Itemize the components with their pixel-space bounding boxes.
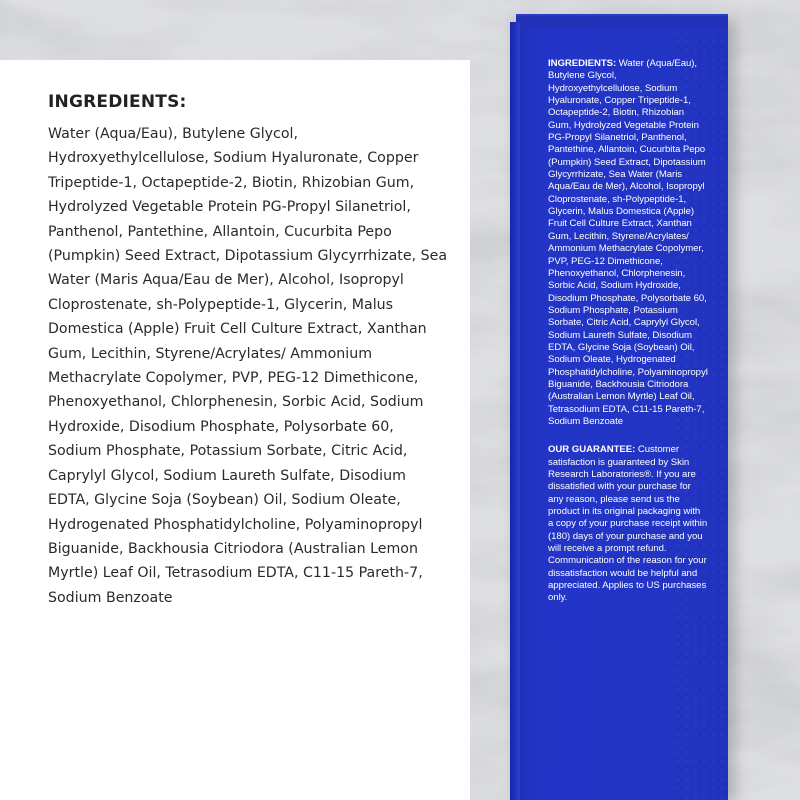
- box-ingredients-label: INGREDIENTS:: [548, 58, 617, 69]
- product-box: [520, 28, 728, 800]
- ingredients-panel: [0, 60, 470, 800]
- box-ingredients-text: Water (Aqua/Eau), Butylene Glycol, Hydroxyethylcellulose, Sodium Hyaluronate, Copper Tripeptide-1, Octapeptide-2, Biotin, Rhizobian Gum, Hydrolyzed Vegetable Protein PG-Propyl Silanetriol, Panthenol, Pantethine, Allantoin, Cucurbita Pepo (Pumpkin) Seed Extract, Dipotassium Glycyrrhizate, Sea Water (Maris Aqua/Eau de Mer), Alcohol, Isopropyl Cloprostenate, sh-Polypeptide-1, Glycerin, Malus Domestica (Apple) Fruit Cell Culture Extract, Xanthan Gum, Lecithin, Styrene/Acrylates/ Ammonium Methacrylate Copolymer, PVP, PEG-12 Dimethicone, Phenoxyethanol, Chlorphenesin, Sorbic Acid, Sodium Hydroxide, Disodium Phosphate, Polysorbate 60, Sodium Phosphate, Potassium Sorbate, Citric Acid, Caprylyl Glycol, Sodium Laureth Sulfate, Disodium EDTA, Glycine Soja (Soybean) Oil, Sodium Oleate, Hydrogenated Phosphatidylcholine, Polyaminopropyl Biguanide, Backhousia Citriodora (Australian Lemon Myrtle) Leaf Oil, Tetrasodium EDTA, C11-15 Pareth-7, Sodium Benzoate: [548, 58, 708, 427]
- box-ingredients-paragraph: [548, 58, 708, 428]
- box-guarantee-paragraph: [548, 444, 708, 604]
- panel-heading: INGREDIENTS:: [48, 92, 187, 112]
- box-guarantee-label: OUR GUARANTEE:: [548, 444, 636, 456]
- panel-ingredients-text: Water (Aqua/Eau), Butylene Glycol, Hydroxyethylcellulose, Sodium Hyaluronate, Copper Tripeptide-1, Octapeptide-2, Biotin, Rhizobian Gum, Hydrolyzed Vegetable Protein PG-Propyl Silanetriol, Panthenol, Pantethine, Allantoin, Cucurbita Pepo (Pumpkin) Seed Extract, Dipotassium Glycyrrhizate, Sea Water (Maris Aqua/Eau de Mer), Alcohol, Isopropyl Cloprostenate, sh-Polypeptide-1, Glycerin, Malus Domestica (Apple) Fruit Cell Culture Extract, Xanthan Gum, Lecithin, Styrene/Acrylates/ Ammonium Methacrylate Copolymer, PVP, PEG-12 Dimethicone, Phenoxyethanol, Chlorphenesin, Sorbic Acid, Sodium Hydroxide, Disodium Phosphate, Polysorbate 60, Sodium Phosphate, Potassium Sorbate, Citric Acid, Caprylyl Glycol, Sodium Laureth Sulfate, Disodium EDTA, Glycine Soja (Soybean) Oil, Sodium Oleate, Hydrogenated Phosphatidylcholine, Polyaminopropyl Biguanide, Backhousia Citriodora (Australian Lemon Myrtle) Leaf Oil, Tetrasodium EDTA, C11-15 Pareth-7, Sodium Benzoate: [48, 126, 448, 606]
- box-side-edge: [510, 22, 520, 800]
- box-guarantee-text: Customer satisfaction is guaranteed by Skin Research Laboratories®. If you are dissatisfied with your purchase for any reason, please send us the product in its original packaging with a copy of your purchase receipt within (180) days of your purchase and you will receive a prompt refund. Communication of the reason for your dissatisfaction would be helpful and appreciated. Applies to US purchases only.: [548, 444, 708, 604]
- box-text-block: [548, 58, 708, 605]
